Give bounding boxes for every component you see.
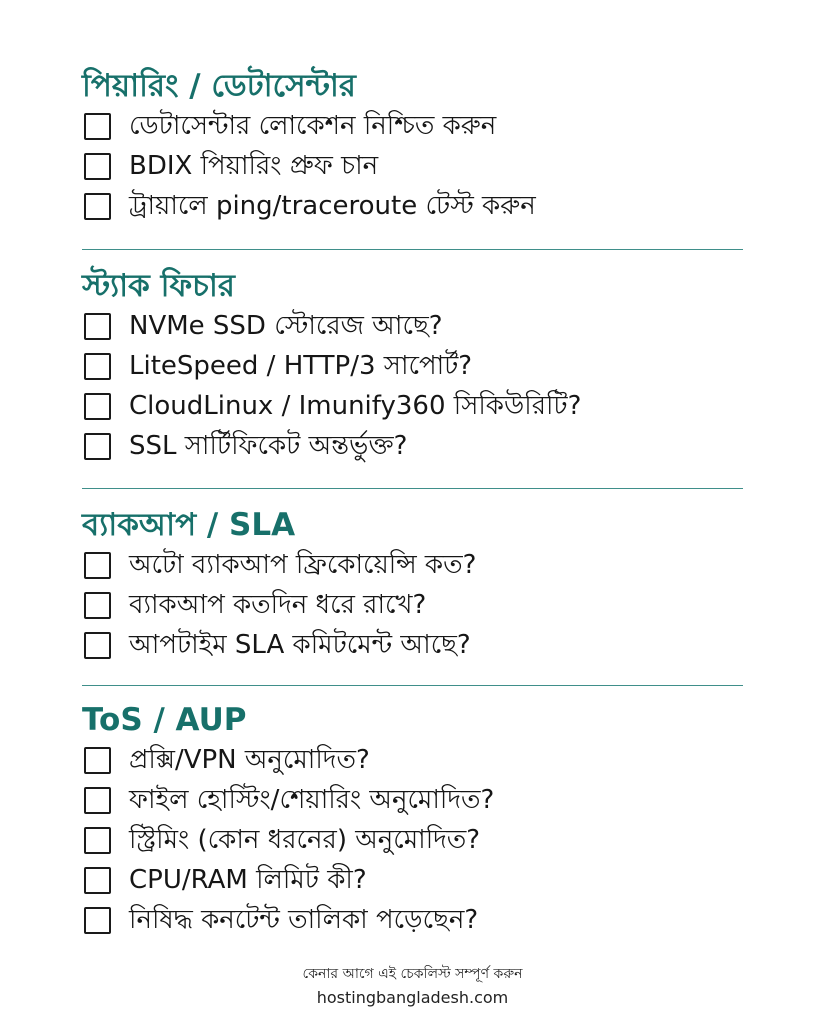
- checklist-item-label: ট্রায়ালে ping/traceroute টেস্ট করুন: [129, 191, 536, 221]
- checklist-item[interactable]: [82, 346, 744, 386]
- checkbox[interactable]: [84, 747, 111, 774]
- checklist-item[interactable]: [82, 146, 744, 186]
- checklist-item[interactable]: [82, 386, 744, 426]
- checklist-item-label: অটো ব্যাকআপ ফ্রিকোয়েন্সি কত?: [129, 550, 477, 580]
- section-divider: [82, 685, 743, 686]
- checklist-item[interactable]: [82, 820, 744, 860]
- checklist-item[interactable]: [82, 780, 744, 820]
- checklist-item[interactable]: [82, 186, 744, 226]
- checklist-item-label: ব্যাকআপ কতদিন ধরে রাখে?: [129, 590, 427, 620]
- checklist-item[interactable]: [82, 426, 744, 466]
- checklist-item[interactable]: [82, 306, 744, 346]
- checklist-item[interactable]: [82, 900, 744, 940]
- checkbox[interactable]: [84, 907, 111, 934]
- section-title: ব্যাকআপ / SLA: [82, 507, 296, 543]
- checkbox[interactable]: [84, 393, 111, 420]
- checklist-item-label: প্রক্সি/VPN অনুমোদিত?: [129, 745, 370, 775]
- section-divider: [82, 249, 743, 250]
- checklist-item-label: আপটাইম SLA কমিটমেন্ট আছে?: [129, 630, 471, 660]
- checkbox[interactable]: [84, 787, 111, 814]
- section-peering: [82, 66, 744, 226]
- checkbox[interactable]: [84, 433, 111, 460]
- checkbox[interactable]: [84, 632, 111, 659]
- checklist-item-label: CPU/RAM লিমিট কী?: [129, 865, 367, 895]
- checkbox[interactable]: [84, 867, 111, 894]
- checkbox[interactable]: [84, 353, 111, 380]
- checklist-item-label: ফাইল হোস্টিং/শেয়ারিং অনুমোদিত?: [129, 785, 495, 815]
- section-backup-sla: [82, 505, 744, 665]
- checkbox[interactable]: [84, 153, 111, 180]
- checkbox[interactable]: [84, 827, 111, 854]
- checklist-item-label: ডেটাসেন্টার লোকেশন নিশ্চিত করুন: [129, 111, 497, 141]
- section-title: পিয়ারিং / ডেটাসেন্টার: [82, 68, 356, 104]
- checkbox[interactable]: [84, 313, 111, 340]
- checkbox[interactable]: [84, 552, 111, 579]
- checkbox[interactable]: [84, 592, 111, 619]
- section-stack-features: [82, 266, 744, 466]
- footer-note: কেনার আগে এই চেকলিস্ট সম্পূর্ণ করুন: [302, 966, 523, 982]
- checklist-item-label: NVMe SSD স্টোরেজ আছে?: [129, 311, 443, 341]
- checklist-item[interactable]: [82, 625, 744, 665]
- checklist-item[interactable]: [82, 585, 744, 625]
- checklist-item-label: SSL সার্টিফিকেট অন্তর্ভুক্ত?: [129, 431, 408, 461]
- checklist-item-label: BDIX পিয়ারিং প্রুফ চান: [129, 151, 379, 181]
- section-title: ToS / AUP: [82, 702, 247, 738]
- section-title: স্ট্যাক ফিচার: [82, 268, 235, 304]
- section-tos-aup: [82, 700, 744, 940]
- checklist-item-label: স্ট্রিমিং (কোন ধরনের) অনুমোদিত?: [129, 825, 481, 855]
- section-divider: [82, 488, 743, 489]
- checklist-item-label: LiteSpeed / HTTP/3 সাপোর্ট?: [129, 351, 473, 381]
- checkbox[interactable]: [84, 193, 111, 220]
- checkbox[interactable]: [84, 113, 111, 140]
- checklist-item[interactable]: [82, 106, 744, 146]
- checklist-item[interactable]: [82, 740, 744, 780]
- checklist-item[interactable]: [82, 545, 744, 585]
- footer-website: hostingbangladesh.com: [316, 988, 509, 1007]
- checklist-item-label: CloudLinux / Imunify360 সিকিউরিটি?: [129, 391, 582, 421]
- checklist-item[interactable]: [82, 860, 744, 900]
- checklist-item-label: নিষিদ্ধ কনটেন্ট তালিকা পড়েছেন?: [129, 905, 479, 935]
